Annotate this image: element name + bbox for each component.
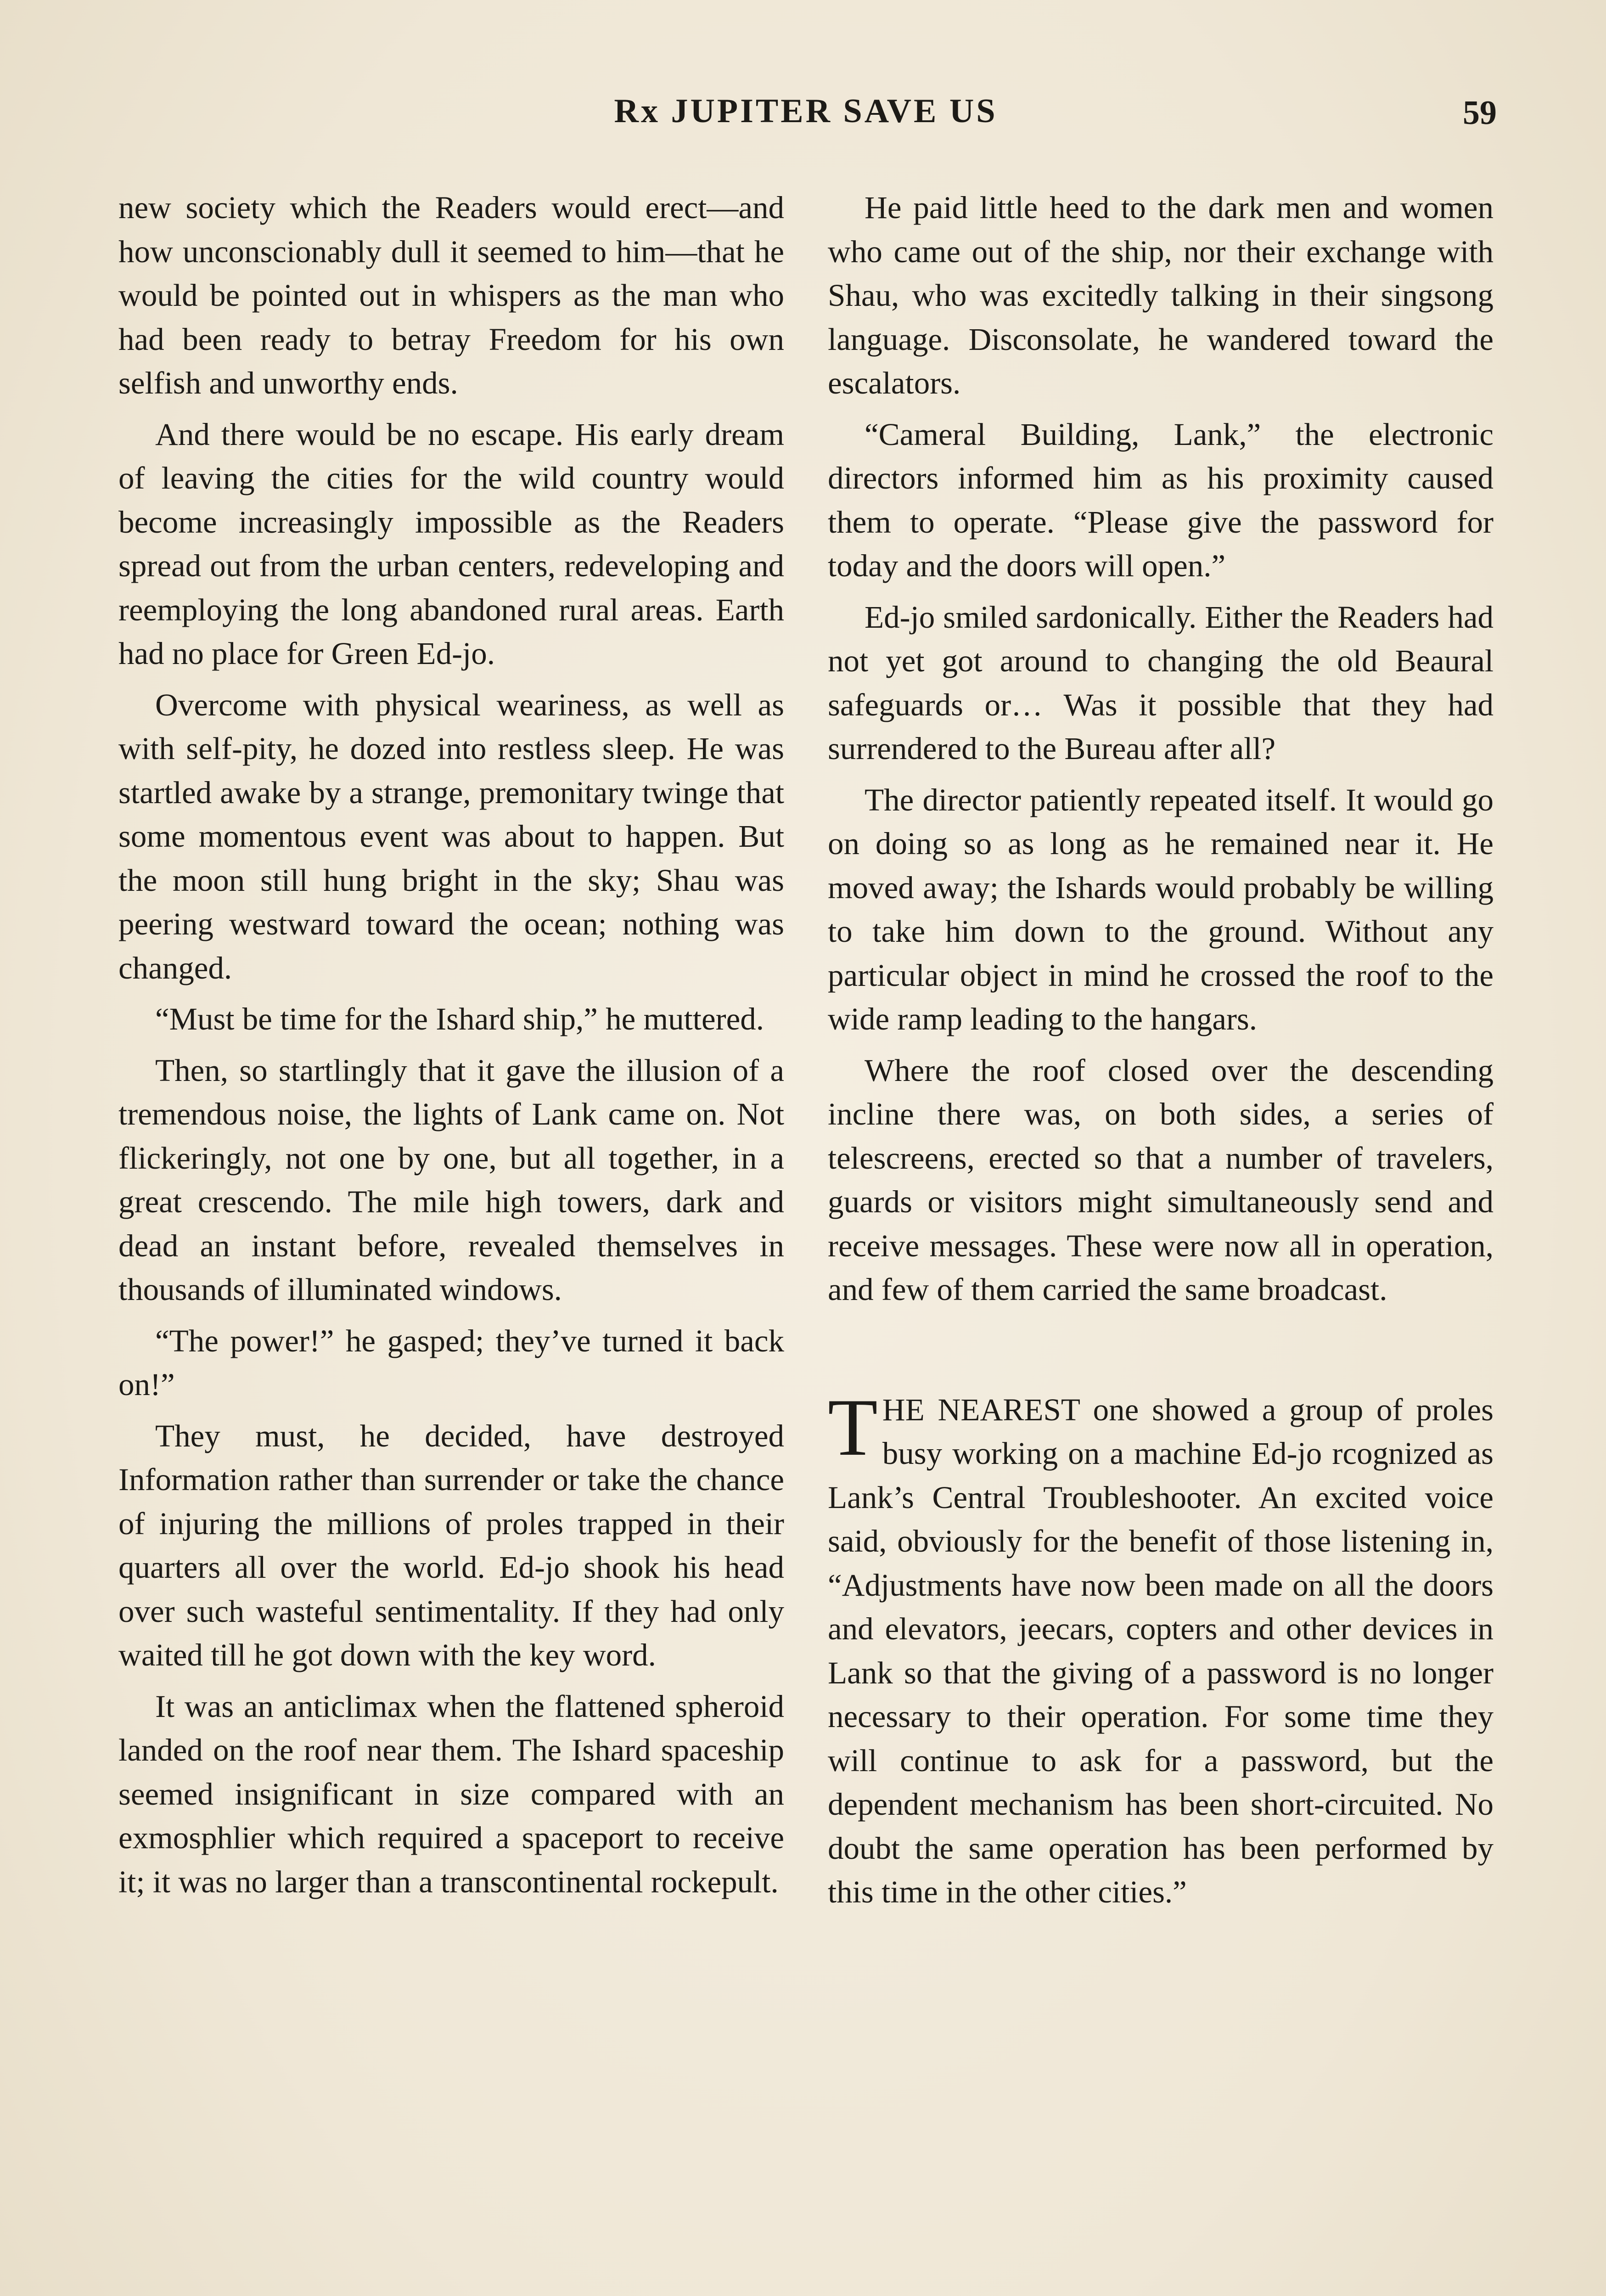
running-title: Rx JUPITER SAVE US bbox=[614, 92, 998, 130]
page-number: 59 bbox=[1463, 94, 1497, 132]
section-break bbox=[828, 1319, 1494, 1388]
paragraph: new society which the Readers would erect—and how unconscionably dull it seemed to him—that he would be pointed out in whispers as the man who had been ready to betray Freedom for his own selfish and unworthy ends. bbox=[118, 190, 784, 400]
paragraph: Where the roof closed over the descending incline there was, on both sides, a series of telescreens, erected so that a number of travelers, guards or visitors might simultaneously send and receive messages. These were now all in operation, and few of them carried the same broadcast. bbox=[828, 1052, 1494, 1307]
paragraph: It was an anticlimax when the flattened spheroid landed on the roof near them. The Ishard spaceship seemed insignificant in size compared with an exmosphlier which required a spaceport to receive it; it was no larger than a transcontinental rockepult. bbox=[118, 1688, 784, 1899]
paragraph: And there would be no escape. His early dream of leaving the cities for the wild country would become increasingly impossible as the Readers spread out from the urban centers, redeveloping and reemploying the long abandoned rural areas. Earth had no place for Green Ed-jo. bbox=[118, 416, 784, 671]
paragraph: They must, he decided, have destroyed Information rather than surrender or take the chance of injuring the millions of proles trapped in their quarters all over the world. Ed-jo shook his head over such wasteful sentimentality. If they had only waited till he got down with the key word. bbox=[118, 1418, 784, 1672]
paragraph: He paid little heed to the dark men and women who came out of the ship, nor their exchange with Shau, who was excitedly talking in their singsong language. Disconsolate, he wandered toward the escalators. bbox=[828, 190, 1494, 400]
drop-cap: T bbox=[828, 1381, 878, 1473]
paragraph: “Must be time for the Ishard ship,” he muttered. bbox=[155, 1002, 764, 1036]
paragraph: “Cameral Building, Lank,” the electronic directors informed him as his proximity caused them to operate. “Please give the password for today and the doors will open.” bbox=[828, 416, 1494, 583]
paragraph: “The power!” he gasped; they’ve turned it back on!” bbox=[118, 1323, 784, 1402]
paragraph: Then, so startlingly that it gave the illusion of a tremendous noise, the lights of Lank came on. Not flickeringly, not one by one, but all together, in a great crescendo. The mile high towers, dark and dead an instant before, revealed themselves in thousands of illuminated windows. bbox=[118, 1052, 784, 1307]
page-header bbox=[115, 92, 1497, 142]
paragraph: Overcome with physical weariness, as well as with self-pity, he dozed into restless sleep. He was startled awake by a strange, premonitary twinge that some momentous event was about to happen. But the moon still hung bright in the sky; Shau was peering westward toward the ocean; nothing was changed. bbox=[118, 687, 784, 985]
left-column bbox=[118, 186, 784, 1911]
paragraph: Ed-jo smiled sardonically. Either the Readers had not yet got around to changing the old Beaural safeguards or… Was it possible that they had surrendered to the Bureau after all? bbox=[828, 599, 1494, 766]
section-opening-text: HE NEAREST one showed a group of proles busy working on a machine Ed-jo rcognized as Lank’s Central Troubleshooter. An excited voice said, obviously for the benefit of those listening in, “Adjustments have now been made on all the doors and elevators, jeecars, copters and other devices in Lank so that the giving of a password is no longer necessary to their operation. For some time they will continue to ask for a password, but the dependent mechanism has been short-circuited. No doubt the same operation has been performed by this time in the other cities.” bbox=[828, 1392, 1494, 1909]
section-opening-paragraph bbox=[828, 1381, 1494, 1914]
right-column bbox=[828, 186, 1494, 1922]
paragraph: The director patiently repeated itself. It would go on doing so as long as he remained near it. He moved away; the Ishards would probably be willing to take him down to the ground. Without any particular object in mind he crossed the roof to the wide ramp leading to the hangars. bbox=[828, 782, 1494, 1036]
